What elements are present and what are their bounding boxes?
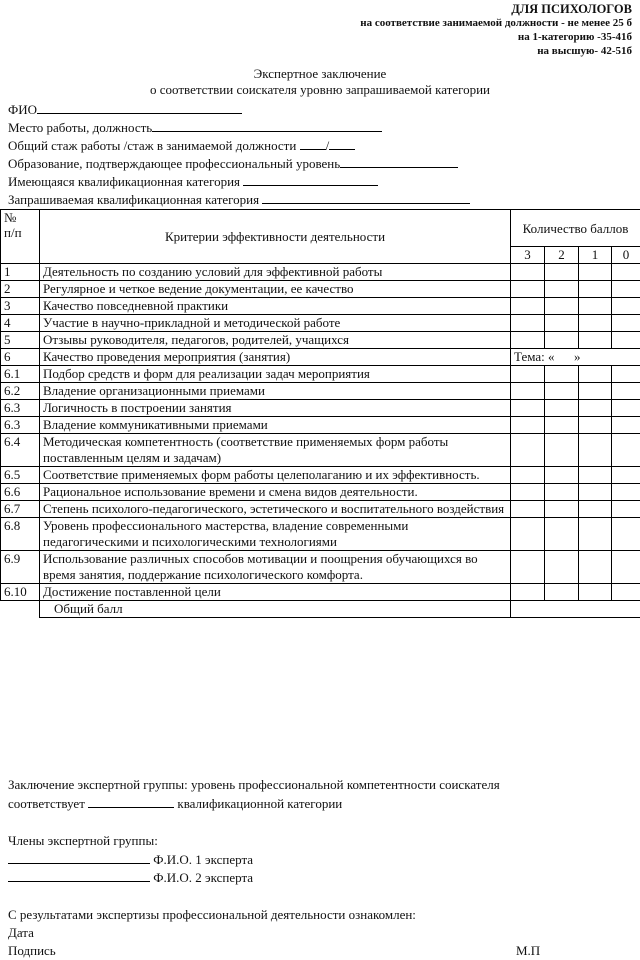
score-cell[interactable] (612, 383, 640, 400)
criteria-text: Качество повседневной практики (40, 298, 511, 315)
score-cell[interactable] (545, 551, 579, 584)
score-cell[interactable] (579, 518, 612, 551)
experience-label: Общий стаж работы /стаж в занимаемой должности (8, 138, 296, 153)
criteria-text: Достижение поставленной цели (40, 584, 511, 601)
expert-1-label: Ф.И.О. 1 эксперта (153, 852, 253, 867)
col-criteria-header: Критерии эффективности деятельности (40, 210, 511, 264)
score-cell[interactable] (511, 315, 545, 332)
fio-label: ФИО (8, 102, 37, 117)
score-cell[interactable] (579, 584, 612, 601)
score-cell[interactable] (612, 467, 640, 484)
criteria-text: Подбор средств и форм для реализации задач мероприятия (40, 366, 511, 383)
conclusion-category-line (88, 795, 174, 808)
audience-label: ДЛЯ ПСИХОЛОГОВ (360, 2, 632, 16)
score-cell[interactable] (511, 264, 545, 281)
expert-2-label: Ф.И.О. 2 эксперта (153, 870, 253, 885)
score-cell[interactable] (545, 400, 579, 417)
score-cell[interactable] (579, 383, 612, 400)
criteria-row (1, 417, 640, 434)
expert-1-row[interactable] (8, 851, 253, 869)
criteria-number: 6.3 (1, 400, 40, 417)
conclusion-line-2[interactable] (8, 795, 342, 813)
criteria-text: Владение организационными приемами (40, 383, 511, 400)
current-category-line (243, 173, 378, 186)
score-cell[interactable] (545, 298, 579, 315)
score-cell[interactable] (612, 434, 640, 467)
acquainted-label: С результатами экспертизы профессиональной деятельности ознакомлен: (8, 906, 416, 924)
criteria-text: Деятельность по созданию условий для эффективной работы (40, 264, 511, 281)
workplace-field[interactable] (8, 119, 382, 136)
score-cell[interactable] (545, 434, 579, 467)
signature-label: Подпись (8, 942, 56, 960)
score-cell[interactable] (511, 298, 545, 315)
score-cell[interactable] (545, 584, 579, 601)
requested-category-label: Запрашиваемая квалификационная категория (8, 192, 259, 207)
workplace-line (152, 119, 382, 132)
score-cell[interactable] (545, 417, 579, 434)
total-row (1, 601, 640, 618)
score-cell[interactable] (612, 332, 640, 349)
criteria-text: Логичность в построении занятия (40, 400, 511, 417)
criteria-text: Рациональное использование времени и смена видов деятельности. (40, 484, 511, 501)
criteria-row (1, 366, 640, 383)
criteria-number: 6.7 (1, 501, 40, 518)
score-cell[interactable] (579, 484, 612, 501)
fio-line (37, 101, 242, 114)
criteria-number: 6.2 (1, 383, 40, 400)
criteria-text: Владение коммуникативными приемами (40, 417, 511, 434)
criteria-text: Соответствие применяемых форм работы целеполаганию и их эффективность. (40, 467, 511, 484)
score-cell[interactable] (545, 315, 579, 332)
criteria-row (1, 484, 640, 501)
criteria-number: 6.9 (1, 551, 40, 584)
total-score-cell[interactable] (511, 601, 640, 618)
score-cell[interactable] (612, 281, 640, 298)
criteria-number: 6.8 (1, 518, 40, 551)
score-cell[interactable] (545, 366, 579, 383)
threshold-line-3: на высшую- 42-51б (360, 44, 632, 58)
score-cell[interactable] (511, 584, 545, 601)
criteria-number: 6.6 (1, 484, 40, 501)
fio-field[interactable] (8, 101, 242, 118)
criteria-number: 6.4 (1, 434, 40, 467)
score-level-header: 1 (579, 247, 612, 264)
score-cell[interactable] (579, 332, 612, 349)
criteria-number: 6.3 (1, 417, 40, 434)
criteria-number: 6.10 (1, 584, 40, 601)
criteria-row (1, 501, 640, 518)
score-cell[interactable] (511, 484, 545, 501)
workplace-label: Место работы, должность (8, 120, 152, 135)
score-cell[interactable] (511, 383, 545, 400)
criteria-row (1, 298, 640, 315)
criteria-table (0, 209, 640, 618)
criteria-number: 5 (1, 332, 40, 349)
criteria-text: Уровень профессионального мастерства, владение современными педагогическими и психологическими технологиями (40, 518, 511, 551)
score-cell[interactable] (511, 281, 545, 298)
criteria-text: Участие в научно-прикладной и методической работе (40, 315, 511, 332)
score-cell[interactable] (579, 417, 612, 434)
criteria-row (1, 434, 640, 467)
score-cell[interactable] (545, 467, 579, 484)
criteria-body (1, 264, 640, 618)
threshold-line-1: на соответствие занимаемой должности - не менее 25 б (360, 16, 632, 30)
score-cell[interactable] (545, 501, 579, 518)
threshold-line-2: на 1-категорию -35-41б (360, 30, 632, 44)
score-cell[interactable] (612, 264, 640, 281)
conclusion-line-1: Заключение экспертной группы: уровень профессиональной компетентности соискателя (8, 776, 500, 794)
col-num-label: № п/п (4, 210, 22, 240)
criteria-text: Отзывы руководителя, педагогов, родителей, учащихся (40, 332, 511, 349)
criteria-row (1, 264, 640, 281)
score-cell[interactable] (511, 366, 545, 383)
score-cell[interactable] (579, 467, 612, 484)
criteria-number: 4 (1, 315, 40, 332)
score-cell[interactable] (511, 434, 545, 467)
expert-1-line (8, 851, 150, 864)
score-level-header: 2 (545, 247, 579, 264)
doc-subtitle: о соответствии соискателя уровню запрашиваемой категории (0, 82, 640, 97)
score-cell[interactable] (545, 518, 579, 551)
criteria-row (1, 281, 640, 298)
score-cell[interactable] (579, 501, 612, 518)
criteria-row (1, 584, 640, 601)
criteria-text: Качество проведения мероприятия (занятия) (40, 349, 511, 366)
col-score-header: Количество баллов (511, 210, 640, 247)
score-cell[interactable] (612, 400, 640, 417)
criteria-row (1, 518, 640, 551)
education-field[interactable] (8, 155, 458, 172)
expert-2-row[interactable] (8, 869, 253, 887)
score-cell[interactable] (612, 366, 640, 383)
score-cell[interactable] (579, 400, 612, 417)
score-cell[interactable] (579, 298, 612, 315)
score-cell[interactable] (579, 551, 612, 584)
score-cell[interactable] (511, 551, 545, 584)
criteria-number: 1 (1, 264, 40, 281)
current-category-label: Имеющаяся квалификационная категория (8, 174, 240, 189)
criteria-text: Методическая компетентность (соответствие применяемых форм работы поставленным целям и задачам) (40, 434, 511, 467)
current-category-field[interactable] (8, 173, 378, 190)
criteria-row (1, 315, 640, 332)
criteria-row (1, 551, 640, 584)
criteria-row (1, 467, 640, 484)
criteria-number: 2 (1, 281, 40, 298)
score-cell[interactable] (579, 264, 612, 281)
score-cell[interactable] (511, 400, 545, 417)
score-level-header: 3 (511, 247, 545, 264)
requested-category-field[interactable] (8, 191, 470, 208)
score-level-header: 0 (612, 247, 640, 264)
score-cell[interactable] (545, 264, 579, 281)
criteria-number: 6.5 (1, 467, 40, 484)
score-cell[interactable] (612, 315, 640, 332)
criteria-row (1, 332, 640, 349)
requirements-header (360, 2, 632, 58)
score-cell[interactable] (612, 551, 640, 584)
score-cell[interactable] (579, 281, 612, 298)
members-label: Члены экспертной группы: (8, 832, 158, 850)
score-cell[interactable] (612, 417, 640, 434)
score-cell[interactable] (612, 298, 640, 315)
score-cell[interactable] (612, 501, 640, 518)
criteria-text: Степень психолого-педагогического, эстетического и воспитательного воздействия (40, 501, 511, 518)
score-cell[interactable] (511, 332, 545, 349)
total-label: Общий балл (40, 601, 511, 618)
total-empty-cell (1, 601, 40, 618)
conclusion-corresponds-label: соответствует (8, 796, 85, 811)
score-cell[interactable] (579, 434, 612, 467)
criteria-number: 3 (1, 298, 40, 315)
conclusion-category-label: квалификационной категории (177, 796, 342, 811)
score-cell[interactable] (579, 366, 612, 383)
score-cell[interactable] (612, 484, 640, 501)
score-cell[interactable] (545, 383, 579, 400)
education-line (340, 155, 458, 168)
score-cell[interactable] (612, 518, 640, 551)
score-cell[interactable] (511, 417, 545, 434)
experience-total-line (300, 137, 326, 150)
score-cell[interactable] (511, 518, 545, 551)
requested-category-line (262, 191, 470, 204)
score-cell[interactable] (612, 584, 640, 601)
score-cell[interactable] (545, 281, 579, 298)
score-cell[interactable] (511, 467, 545, 484)
criteria-number: 6 (1, 349, 40, 366)
theme-field[interactable]: Тема: « » (511, 349, 640, 366)
criteria-row (1, 400, 640, 417)
criteria-number: 6.1 (1, 366, 40, 383)
criteria-text: Использование различных способов мотивации и поощрения обучающихся во время занятия, поддержание психологического комфорта. (40, 551, 511, 584)
criteria-row (1, 349, 640, 366)
date-label: Дата (8, 924, 34, 942)
experience-field[interactable]: Общий стаж работы /стаж в занимаемой должности / (8, 137, 355, 154)
col-num-header (1, 210, 40, 264)
doc-title: Экспертное заключение (0, 66, 640, 81)
score-cell[interactable] (579, 315, 612, 332)
experience-position-line (329, 137, 355, 150)
criteria-row (1, 383, 640, 400)
expert-2-line (8, 869, 150, 882)
criteria-text: Регулярное и четкое ведение документации, ее качество (40, 281, 511, 298)
score-cell[interactable] (511, 501, 545, 518)
score-cell[interactable] (545, 484, 579, 501)
education-label: Образование, подтверждающее профессиональный уровень (8, 156, 340, 171)
score-cell[interactable] (545, 332, 579, 349)
stamp-label: М.П (516, 942, 540, 960)
